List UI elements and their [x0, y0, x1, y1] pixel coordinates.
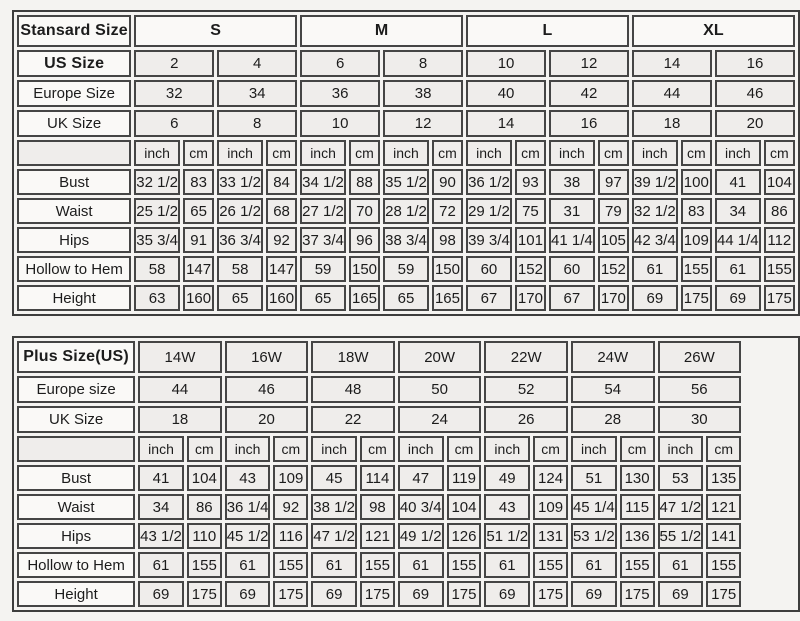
unit-cm-header: cm [183, 140, 214, 166]
uk-size-row-label: UK Size [17, 406, 135, 433]
unit-cm-header: cm [533, 436, 568, 462]
measure-value-cell: 45 1/2 [225, 523, 271, 549]
measure-value-cell: 136 [620, 523, 655, 549]
plus-size-header: 18W [311, 341, 395, 373]
measure-value-cell: 28 1/2 [383, 198, 429, 224]
unit-inch-header: inch [658, 436, 704, 462]
plus-size-header: 14W [138, 341, 222, 373]
europe-size-value-cell: 42 [549, 80, 629, 107]
measure-value-cell: 61 [398, 552, 444, 578]
measure-value-cell: 69 [138, 581, 184, 607]
measure-value-cell: 67 [466, 285, 512, 311]
measure-row-label: Hips [17, 227, 131, 253]
measure-value-cell: 91 [183, 227, 214, 253]
measure-value-cell: 38 [549, 169, 595, 195]
measure-value-cell: 175 [764, 285, 795, 311]
us-size-value-cell: 8 [383, 50, 463, 77]
uk-size-value-cell: 20 [225, 406, 309, 433]
measure-value-cell: 88 [349, 169, 380, 195]
uk-size-value-cell: 16 [549, 110, 629, 137]
plus-size-header: 26W [658, 341, 742, 373]
measure-value-cell: 49 1/2 [398, 523, 444, 549]
unit-inch-header: inch [632, 140, 678, 166]
measure-value-cell: 26 1/2 [217, 198, 263, 224]
measure-value-cell: 93 [515, 169, 546, 195]
measure-value-cell: 126 [447, 523, 482, 549]
uk-size-value-cell: 10 [300, 110, 380, 137]
plus-size-table [14, 338, 798, 610]
measure-value-cell: 69 [311, 581, 357, 607]
measure-value-cell: 150 [349, 256, 380, 282]
measure-value-cell: 31 [549, 198, 595, 224]
us-size-value-cell: 14 [632, 50, 712, 77]
measure-value-cell: 36 1/2 [466, 169, 512, 195]
measure-value-cell: 61 [658, 552, 704, 578]
measure-row-label: Hollow to Hem [17, 256, 131, 282]
europe-size-value-cell: 34 [217, 80, 297, 107]
measure-value-cell: 141 [706, 523, 741, 549]
measure-value-cell: 43 1/2 [138, 523, 184, 549]
unit-inch-header: inch [383, 140, 429, 166]
europe-size-value-cell: 44 [632, 80, 712, 107]
plus-size-header: 16W [225, 341, 309, 373]
measure-value-cell: 65 [217, 285, 263, 311]
measure-value-cell: 109 [533, 494, 568, 520]
measure-value-cell: 40 3/4 [398, 494, 444, 520]
measure-row-label: Hips [17, 523, 135, 549]
measure-value-cell: 53 1/2 [571, 523, 617, 549]
us-size-value-cell: 10 [466, 50, 546, 77]
measure-value-cell: 155 [620, 552, 655, 578]
measure-row-label: Waist [17, 494, 135, 520]
measure-value-cell: 35 3/4 [134, 227, 180, 253]
measure-value-cell: 115 [620, 494, 655, 520]
measure-value-cell: 155 [273, 552, 308, 578]
measure-row-label: Bust [17, 169, 131, 195]
plus-size-header: 22W [484, 341, 568, 373]
measure-value-cell: 104 [447, 494, 482, 520]
measure-value-cell: 170 [598, 285, 629, 311]
measure-value-cell: 155 [764, 256, 795, 282]
measure-value-cell: 86 [764, 198, 795, 224]
measure-value-cell: 61 [632, 256, 678, 282]
unit-cm-header: cm [620, 436, 655, 462]
unit-cm-header: cm [681, 140, 712, 166]
measure-value-cell: 100 [681, 169, 712, 195]
measure-value-cell: 68 [266, 198, 297, 224]
measure-value-cell: 175 [706, 581, 741, 607]
plus-size-table-wrap [12, 336, 800, 612]
measure-value-cell: 41 [715, 169, 761, 195]
measure-value-cell: 60 [549, 256, 595, 282]
measure-value-cell: 39 1/2 [632, 169, 678, 195]
uk-size-value-cell: 8 [217, 110, 297, 137]
uk-size-value-cell: 18 [632, 110, 712, 137]
measure-value-cell: 86 [187, 494, 222, 520]
plus-size-corner-cell: Plus Size(US) [17, 341, 135, 373]
standard-size-table [14, 12, 798, 314]
measure-value-cell: 32 1/2 [632, 198, 678, 224]
measure-value-cell: 45 1/4 [571, 494, 617, 520]
measure-value-cell: 170 [515, 285, 546, 311]
unit-inch-header: inch [300, 140, 346, 166]
measure-value-cell: 27 1/2 [300, 198, 346, 224]
measure-value-cell: 155 [706, 552, 741, 578]
measure-row-label: Height [17, 581, 135, 607]
measure-value-cell: 175 [620, 581, 655, 607]
measure-value-cell: 35 1/2 [383, 169, 429, 195]
measure-value-cell: 155 [681, 256, 712, 282]
measure-value-cell: 33 1/2 [217, 169, 263, 195]
size-group-header: L [466, 15, 629, 47]
blank-spacer-cell [744, 341, 795, 607]
measure-value-cell: 152 [515, 256, 546, 282]
measure-value-cell: 175 [533, 581, 568, 607]
unit-cm-header: cm [598, 140, 629, 166]
measure-row-label: Waist [17, 198, 131, 224]
measure-value-cell: 175 [681, 285, 712, 311]
measure-value-cell: 72 [432, 198, 463, 224]
measure-value-cell: 37 3/4 [300, 227, 346, 253]
measure-value-cell: 34 [715, 198, 761, 224]
unit-cm-header: cm [432, 140, 463, 166]
unit-cm-header: cm [447, 436, 482, 462]
measure-value-cell: 175 [187, 581, 222, 607]
europe-size-value-cell: 52 [484, 376, 568, 403]
measure-value-cell: 38 1/2 [311, 494, 357, 520]
measure-value-cell: 155 [187, 552, 222, 578]
measure-value-cell: 155 [533, 552, 568, 578]
measure-value-cell: 63 [134, 285, 180, 311]
unit-inch-header: inch [571, 436, 617, 462]
measure-value-cell: 124 [533, 465, 568, 491]
measure-value-cell: 42 3/4 [632, 227, 678, 253]
europe-size-row-label: Europe Size [17, 80, 131, 107]
europe-size-value-cell: 46 [715, 80, 795, 107]
unit-inch-header: inch [311, 436, 357, 462]
europe-size-value-cell: 44 [138, 376, 222, 403]
measure-value-cell: 90 [432, 169, 463, 195]
measure-value-cell: 61 [571, 552, 617, 578]
measure-value-cell: 104 [764, 169, 795, 195]
unit-row-empty-cell [17, 140, 131, 166]
standard-size-table-wrap [12, 10, 800, 316]
europe-size-value-cell: 48 [311, 376, 395, 403]
measure-value-cell: 175 [360, 581, 395, 607]
europe-size-value-cell: 56 [658, 376, 742, 403]
measure-value-cell: 65 [183, 198, 214, 224]
europe-size-value-cell: 32 [134, 80, 214, 107]
measure-value-cell: 96 [349, 227, 380, 253]
measure-value-cell: 130 [620, 465, 655, 491]
measure-value-cell: 83 [681, 198, 712, 224]
measure-value-cell: 61 [225, 552, 271, 578]
measure-value-cell: 175 [273, 581, 308, 607]
europe-size-value-cell: 50 [398, 376, 482, 403]
uk-size-value-cell: 14 [466, 110, 546, 137]
measure-value-cell: 69 [571, 581, 617, 607]
size-group-header: M [300, 15, 463, 47]
measure-value-cell: 98 [360, 494, 395, 520]
uk-size-value-cell: 30 [658, 406, 742, 433]
measure-row-label: Bust [17, 465, 135, 491]
uk-size-value-cell: 20 [715, 110, 795, 137]
uk-size-value-cell: 28 [571, 406, 655, 433]
measure-value-cell: 155 [360, 552, 395, 578]
unit-cm-header: cm [515, 140, 546, 166]
measure-value-cell: 44 1/4 [715, 227, 761, 253]
europe-size-value-cell: 38 [383, 80, 463, 107]
europe-size-row-label: Europe size [17, 376, 135, 403]
measure-value-cell: 39 3/4 [466, 227, 512, 253]
measure-value-cell: 104 [187, 465, 222, 491]
measure-value-cell: 105 [598, 227, 629, 253]
measure-value-cell: 51 [571, 465, 617, 491]
measure-value-cell: 32 1/2 [134, 169, 180, 195]
measure-value-cell: 58 [134, 256, 180, 282]
measure-value-cell: 60 [466, 256, 512, 282]
measure-value-cell: 69 [632, 285, 678, 311]
unit-inch-header: inch [217, 140, 263, 166]
uk-size-value-cell: 18 [138, 406, 222, 433]
measure-value-cell: 112 [764, 227, 795, 253]
measure-value-cell: 98 [432, 227, 463, 253]
measure-value-cell: 69 [658, 581, 704, 607]
us-size-value-cell: 16 [715, 50, 795, 77]
measure-row-label: Hollow to Hem [17, 552, 135, 578]
europe-size-value-cell: 40 [466, 80, 546, 107]
uk-size-row-label: UK Size [17, 110, 131, 137]
us-size-value-cell: 2 [134, 50, 214, 77]
measure-value-cell: 69 [484, 581, 530, 607]
unit-inch-header: inch [484, 436, 530, 462]
unit-inch-header: inch [134, 140, 180, 166]
unit-inch-header: inch [225, 436, 271, 462]
measure-value-cell: 67 [549, 285, 595, 311]
plus-size-header: 24W [571, 341, 655, 373]
unit-inch-header: inch [715, 140, 761, 166]
measure-value-cell: 61 [138, 552, 184, 578]
measure-value-cell: 92 [266, 227, 297, 253]
size-group-header: XL [632, 15, 795, 47]
measure-row-label: Height [17, 285, 131, 311]
measure-value-cell: 109 [681, 227, 712, 253]
unit-cm-header: cm [266, 140, 297, 166]
measure-value-cell: 84 [266, 169, 297, 195]
unit-cm-header: cm [187, 436, 222, 462]
measure-value-cell: 59 [300, 256, 346, 282]
unit-cm-header: cm [764, 140, 795, 166]
measure-value-cell: 47 1/2 [658, 494, 704, 520]
measure-value-cell: 79 [598, 198, 629, 224]
measure-value-cell: 34 1/2 [300, 169, 346, 195]
measure-value-cell: 47 1/2 [311, 523, 357, 549]
unit-inch-header: inch [549, 140, 595, 166]
measure-value-cell: 131 [533, 523, 568, 549]
measure-value-cell: 25 1/2 [134, 198, 180, 224]
us-size-value-cell: 6 [300, 50, 380, 77]
measure-value-cell: 121 [706, 494, 741, 520]
measure-value-cell: 114 [360, 465, 395, 491]
measure-value-cell: 43 [225, 465, 271, 491]
uk-size-value-cell: 6 [134, 110, 214, 137]
measure-value-cell: 121 [360, 523, 395, 549]
measure-value-cell: 160 [266, 285, 297, 311]
measure-value-cell: 75 [515, 198, 546, 224]
plus-size-header: 20W [398, 341, 482, 373]
measure-value-cell: 160 [183, 285, 214, 311]
measure-value-cell: 83 [183, 169, 214, 195]
measure-value-cell: 69 [398, 581, 444, 607]
measure-value-cell: 61 [484, 552, 530, 578]
measure-value-cell: 55 1/2 [658, 523, 704, 549]
unit-cm-header: cm [349, 140, 380, 166]
measure-value-cell: 150 [432, 256, 463, 282]
measure-value-cell: 92 [273, 494, 308, 520]
uk-size-value-cell: 22 [311, 406, 395, 433]
measure-value-cell: 101 [515, 227, 546, 253]
measure-value-cell: 69 [715, 285, 761, 311]
measure-value-cell: 61 [311, 552, 357, 578]
measure-value-cell: 152 [598, 256, 629, 282]
uk-size-value-cell: 12 [383, 110, 463, 137]
measure-value-cell: 51 1/2 [484, 523, 530, 549]
europe-size-value-cell: 46 [225, 376, 309, 403]
measure-value-cell: 65 [300, 285, 346, 311]
us-size-row-label: US Size [17, 50, 131, 77]
measure-value-cell: 119 [447, 465, 482, 491]
measure-value-cell: 43 [484, 494, 530, 520]
measure-value-cell: 116 [273, 523, 308, 549]
us-size-value-cell: 12 [549, 50, 629, 77]
standard-size-corner-cell: Stansard Size [17, 15, 131, 47]
us-size-value-cell: 4 [217, 50, 297, 77]
measure-value-cell: 110 [187, 523, 222, 549]
measure-value-cell: 175 [447, 581, 482, 607]
measure-value-cell: 147 [266, 256, 297, 282]
measure-value-cell: 36 3/4 [217, 227, 263, 253]
unit-row-empty-cell [17, 436, 135, 462]
measure-value-cell: 29 1/2 [466, 198, 512, 224]
measure-value-cell: 38 3/4 [383, 227, 429, 253]
europe-size-value-cell: 36 [300, 80, 380, 107]
unit-inch-header: inch [466, 140, 512, 166]
measure-value-cell: 165 [349, 285, 380, 311]
unit-cm-header: cm [273, 436, 308, 462]
measure-value-cell: 65 [383, 285, 429, 311]
measure-value-cell: 49 [484, 465, 530, 491]
size-group-header: S [134, 15, 297, 47]
europe-size-value-cell: 54 [571, 376, 655, 403]
unit-inch-header: inch [398, 436, 444, 462]
measure-value-cell: 47 [398, 465, 444, 491]
measure-value-cell: 61 [715, 256, 761, 282]
measure-value-cell: 70 [349, 198, 380, 224]
measure-value-cell: 135 [706, 465, 741, 491]
measure-value-cell: 109 [273, 465, 308, 491]
measure-value-cell: 97 [598, 169, 629, 195]
measure-value-cell: 41 1/4 [549, 227, 595, 253]
uk-size-value-cell: 24 [398, 406, 482, 433]
measure-value-cell: 45 [311, 465, 357, 491]
measure-value-cell: 41 [138, 465, 184, 491]
unit-inch-header: inch [138, 436, 184, 462]
measure-value-cell: 165 [432, 285, 463, 311]
measure-value-cell: 53 [658, 465, 704, 491]
measure-value-cell: 155 [447, 552, 482, 578]
measure-value-cell: 59 [383, 256, 429, 282]
measure-value-cell: 36 1/4 [225, 494, 271, 520]
measure-value-cell: 34 [138, 494, 184, 520]
unit-cm-header: cm [706, 436, 741, 462]
measure-value-cell: 58 [217, 256, 263, 282]
measure-value-cell: 147 [183, 256, 214, 282]
unit-cm-header: cm [360, 436, 395, 462]
uk-size-value-cell: 26 [484, 406, 568, 433]
measure-value-cell: 69 [225, 581, 271, 607]
